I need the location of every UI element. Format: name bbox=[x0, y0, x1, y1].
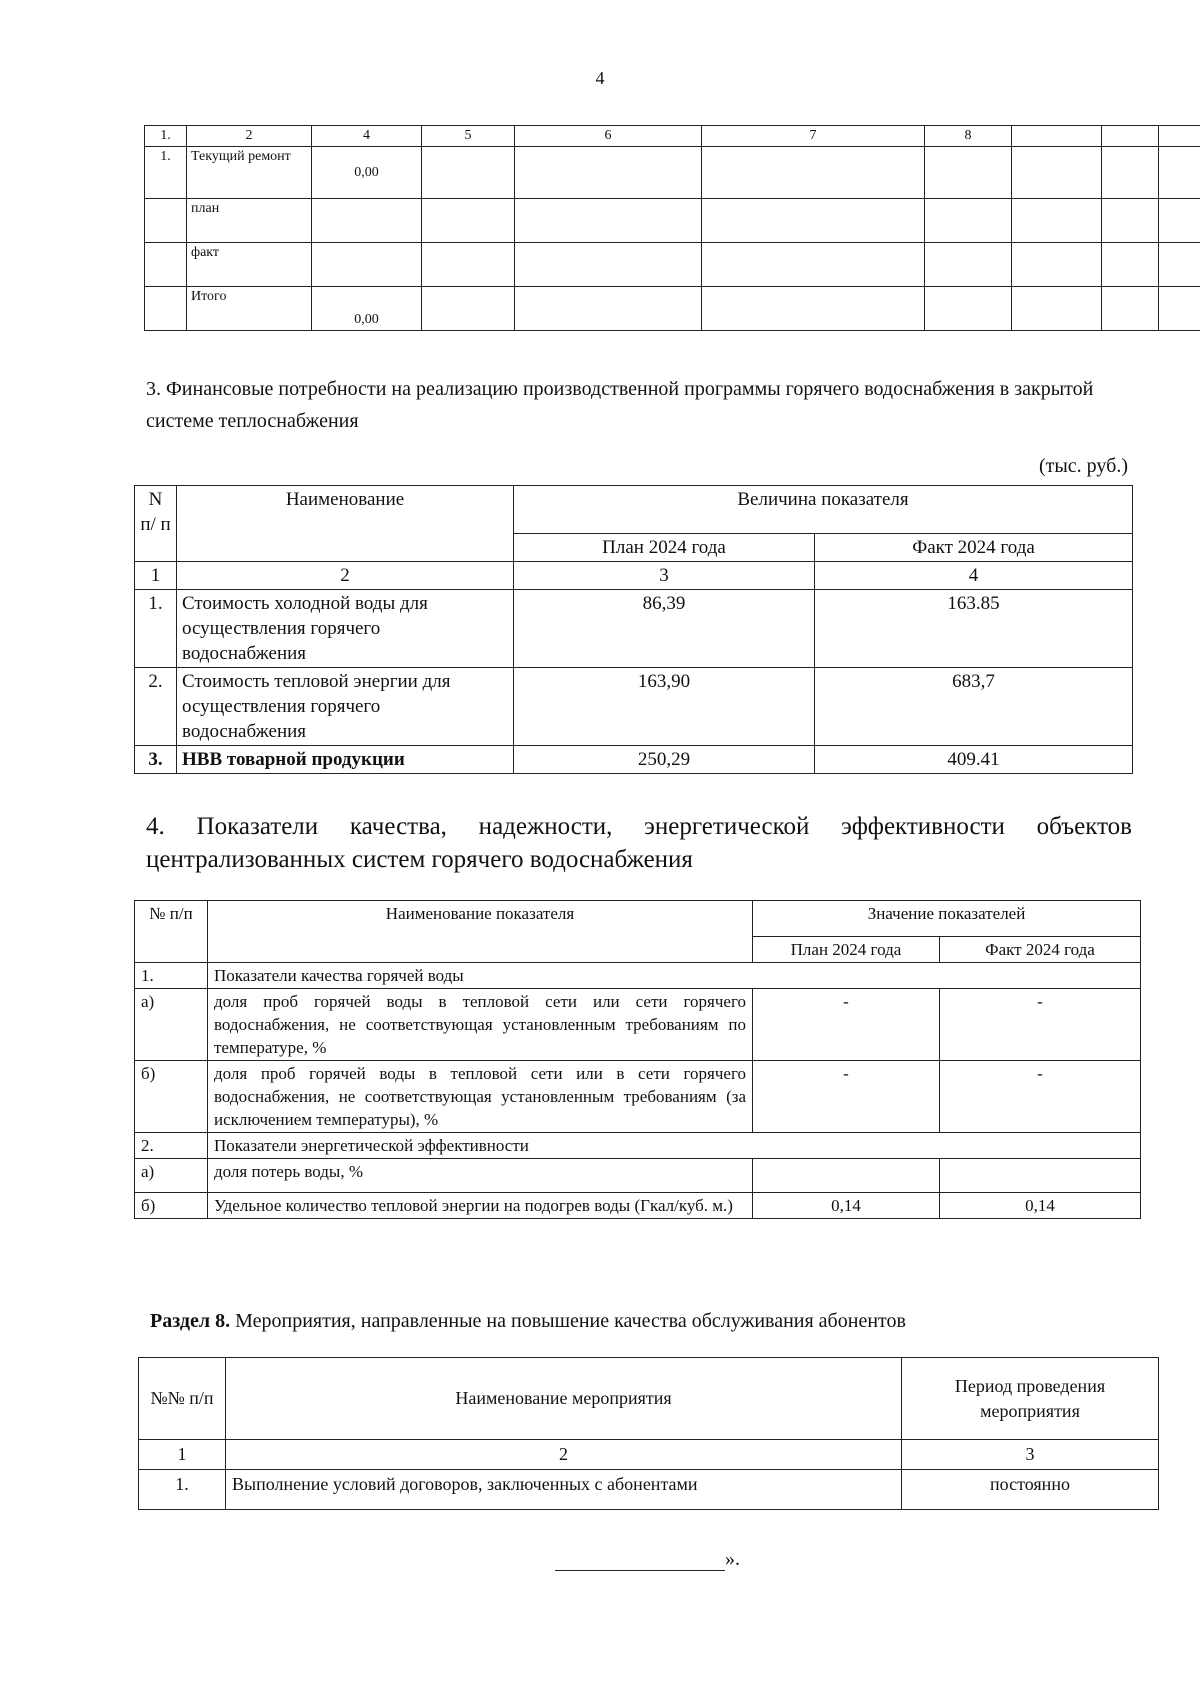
closing-quote: ». bbox=[725, 1548, 740, 1570]
row-fact: - bbox=[940, 989, 1141, 1061]
index-cell: 1 bbox=[139, 1440, 226, 1470]
row-value bbox=[312, 199, 422, 243]
row-name: Удельное количество тепловой энергии на подогрев воды (Гкал/куб. м.) bbox=[208, 1193, 753, 1219]
col-name-header: Наименование мероприятия bbox=[226, 1358, 902, 1440]
group-title: Показатели энергетической эффективности bbox=[208, 1133, 1141, 1159]
section3-unit: (тыс. руб.) bbox=[1038, 455, 1128, 477]
row-name: доля потерь воды, % bbox=[208, 1159, 753, 1193]
index-row bbox=[139, 1440, 1159, 1470]
quality-indicators-table bbox=[134, 900, 1141, 1219]
row-fact: 683,7 bbox=[815, 668, 1133, 746]
row-name: Выполнение условий договоров, заключенных с абонентами bbox=[226, 1470, 902, 1510]
section8-heading bbox=[150, 1310, 1140, 1333]
row-num: а) bbox=[135, 989, 208, 1061]
table-row bbox=[135, 668, 1133, 746]
header-cell: 1. bbox=[145, 126, 187, 147]
row-plan: 0,14 bbox=[753, 1193, 940, 1219]
header-cell bbox=[1012, 126, 1102, 147]
table-row bbox=[135, 1193, 1141, 1219]
header-cell: 4 bbox=[312, 126, 422, 147]
col-name-header: Наименование показателя bbox=[208, 901, 753, 963]
col-num-header: №№ п/п bbox=[139, 1358, 226, 1440]
col-fact-header: Факт 2024 года bbox=[940, 937, 1141, 963]
section8-label: Раздел 8. bbox=[150, 1310, 231, 1332]
row-name: доля проб горячей воды в тепловой сети или в сети горячего водоснабжения, не соответствующая установленным требованиям (за исключением температуры), % bbox=[208, 1061, 753, 1133]
signature-line bbox=[555, 1552, 725, 1571]
table-row bbox=[139, 1470, 1159, 1510]
index-cell: 1 bbox=[135, 562, 177, 590]
col-value-header: Величина показателя bbox=[514, 486, 1133, 534]
table-row bbox=[145, 199, 1200, 243]
row-name: доля проб горячей воды в тепловой сети или сети горячего водоснабжения, не соответствующая установленным требованиям по температуре, % bbox=[208, 989, 753, 1061]
table-row bbox=[135, 746, 1133, 774]
header-cell bbox=[1102, 126, 1159, 147]
index-row bbox=[135, 562, 1133, 590]
header-cell bbox=[1159, 126, 1200, 147]
repair-table bbox=[144, 125, 1200, 331]
repair-table-header bbox=[145, 126, 1200, 147]
row-fact: 0,14 bbox=[940, 1193, 1141, 1219]
page-number: 4 bbox=[595, 68, 605, 88]
row-num: б) bbox=[135, 1193, 208, 1219]
row-fact: 163.85 bbox=[815, 590, 1133, 668]
row-name: план bbox=[187, 199, 312, 243]
row-num: 1. bbox=[135, 590, 177, 668]
index-cell: 4 bbox=[815, 562, 1133, 590]
row-num bbox=[145, 243, 187, 287]
row-plan: 250,29 bbox=[514, 746, 815, 774]
row-name: НВВ товарной продукции bbox=[177, 746, 514, 774]
group-num: 2. bbox=[135, 1133, 208, 1159]
header-cell: 5 bbox=[422, 126, 515, 147]
table-row bbox=[135, 1061, 1141, 1133]
index-cell: 2 bbox=[177, 562, 514, 590]
row-plan bbox=[753, 1159, 940, 1193]
row-num: 3. bbox=[135, 746, 177, 774]
table-row bbox=[135, 1159, 1141, 1193]
row-fact: - bbox=[940, 1061, 1141, 1133]
row-num: 2. bbox=[135, 668, 177, 746]
row-plan: 163,90 bbox=[514, 668, 815, 746]
table-row bbox=[145, 147, 1200, 199]
group-row bbox=[135, 963, 1141, 989]
row-period: постоянно bbox=[902, 1470, 1159, 1510]
table-row bbox=[145, 287, 1200, 331]
header-cell: 2 bbox=[187, 126, 312, 147]
closing-mark bbox=[555, 1548, 755, 1571]
header-cell: 6 bbox=[515, 126, 702, 147]
index-cell: 3 bbox=[514, 562, 815, 590]
group-title: Показатели качества горячей воды bbox=[208, 963, 1141, 989]
row-num bbox=[145, 287, 187, 331]
index-cell: 2 bbox=[226, 1440, 902, 1470]
col-fact-header: Факт 2024 года bbox=[815, 534, 1133, 562]
row-name: Итого bbox=[187, 287, 312, 331]
col-num-header: N п/ п bbox=[135, 486, 177, 562]
section4-heading: 4. Показатели качества, надежности, энергетической эффективности объектов централизованных систем горячего водоснабжения bbox=[146, 813, 1132, 873]
col-value-header: Значение показателей bbox=[753, 901, 1141, 937]
row-value: 0,00 bbox=[312, 147, 422, 199]
table-row bbox=[135, 590, 1133, 668]
section3-heading: 3. Финансовые потребности на реализацию производственной программы горячего водоснабжения в закрытой системе теплоснабжения bbox=[146, 378, 1094, 432]
col-period-header: Период проведения мероприятия bbox=[902, 1358, 1159, 1440]
row-plan: - bbox=[753, 1061, 940, 1133]
financial-needs-table bbox=[134, 485, 1133, 774]
row-value: 0,00 bbox=[312, 287, 422, 331]
col-num-header: № п/п bbox=[135, 901, 208, 963]
row-plan: 86,39 bbox=[514, 590, 815, 668]
group-num: 1. bbox=[135, 963, 208, 989]
col-plan-header: План 2024 года bbox=[753, 937, 940, 963]
row-num: 1. bbox=[139, 1470, 226, 1510]
group-row bbox=[135, 1133, 1141, 1159]
row-fact: 409.41 bbox=[815, 746, 1133, 774]
col-plan-header: План 2024 года bbox=[514, 534, 815, 562]
row-num: 1. bbox=[145, 147, 187, 199]
table-row bbox=[145, 243, 1200, 287]
measures-table bbox=[138, 1357, 1159, 1510]
index-cell: 3 bbox=[902, 1440, 1159, 1470]
row-num: а) bbox=[135, 1159, 208, 1193]
row-num: б) bbox=[135, 1061, 208, 1133]
header-cell: 8 bbox=[925, 126, 1012, 147]
row-name: Стоимость холодной воды для осуществления горячего водоснабжения bbox=[177, 590, 514, 668]
col-name-header: Наименование bbox=[177, 486, 514, 562]
section8-title: Мероприятия, направленные на повышение качества обслуживания абонентов bbox=[235, 1310, 906, 1332]
row-name: факт bbox=[187, 243, 312, 287]
table-row bbox=[135, 989, 1141, 1061]
row-num bbox=[145, 199, 187, 243]
row-plan: - bbox=[753, 989, 940, 1061]
row-fact bbox=[940, 1159, 1141, 1193]
row-name: Стоимость тепловой энергии для осуществления горячего водоснабжения bbox=[177, 668, 514, 746]
header-cell: 7 bbox=[702, 126, 925, 147]
row-value bbox=[312, 243, 422, 287]
row-name: Текущий ремонт bbox=[187, 147, 312, 199]
